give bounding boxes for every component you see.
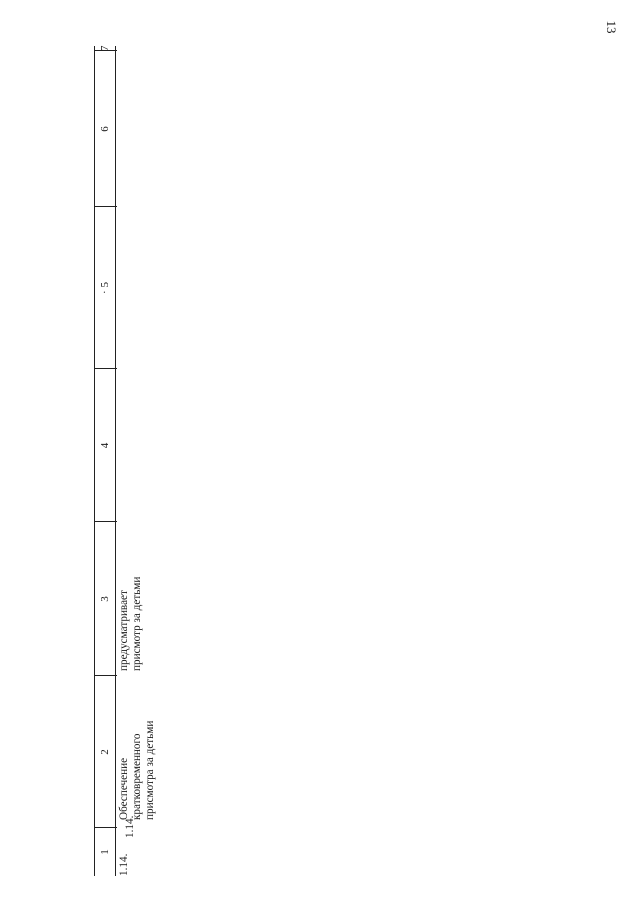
service-name-cell: Обеспечение кратковременного присмотра за детьми	[118, 720, 156, 820]
column-header-3: 3	[99, 596, 111, 602]
column-header-1: 1	[99, 849, 111, 855]
page-number: 13	[604, 20, 619, 34]
column-header-4: 4	[99, 442, 111, 449]
column-header-2: 2	[99, 749, 111, 755]
column-header-5: · 5	[99, 282, 111, 294]
row-number: 1.14.	[124, 815, 136, 838]
service-content-cell: предусматривает присмотр за детьми	[118, 576, 143, 671]
column-header-6: 6	[99, 126, 111, 132]
rotated-table-body	[94, 46, 594, 876]
row-number-cell: 1.14.	[118, 853, 130, 876]
column-header-7: 7	[99, 45, 111, 51]
